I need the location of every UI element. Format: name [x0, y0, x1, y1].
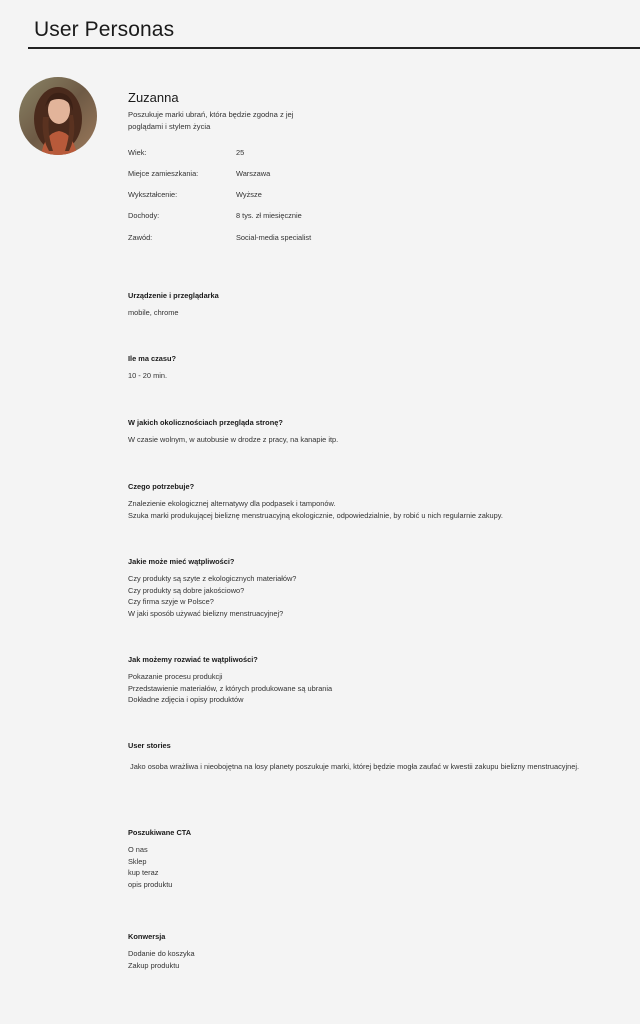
section-line: Przedstawienie materiałów, z których produkowane są ubrania: [128, 683, 333, 693]
section-line: kup teraz: [128, 868, 159, 877]
fact-value: 25: [236, 148, 245, 157]
fact-value: 8 tys. zł miesięcznie: [236, 211, 302, 220]
fact-label: Wiek:: [128, 148, 147, 157]
section-body: [128, 370, 618, 382]
section-body: [128, 434, 618, 446]
section-body: [128, 498, 618, 521]
section-line: O nas: [128, 845, 148, 854]
section-body: [128, 844, 618, 890]
section-line: Zakup produktu: [128, 960, 180, 970]
section-line: W czasie wolnym, w autobusie w drodze z pracy, na kanapie itp.: [128, 435, 339, 444]
section-line: mobile, chrome: [128, 308, 179, 317]
fact-label: Miejce zamieszkania:: [128, 169, 199, 178]
section-line: Szuka marki produkującej bieliznę menstruacyjną ekologicznie, odpowiedzialnie, by robić u nich regularnie zakupy.: [128, 510, 503, 520]
section-title: User stories: [128, 741, 171, 750]
section-resolve-doubts: [128, 655, 618, 706]
persona-avatar: [19, 77, 97, 155]
section-body: [128, 948, 618, 971]
section-title: Czego potrzebuje?: [128, 482, 195, 491]
section-body: [128, 307, 618, 319]
section-line: Dodanie do koszyka: [128, 949, 195, 958]
section-line: opis produktu: [128, 879, 173, 889]
section-time-available: [128, 354, 618, 382]
section-line: Pokazanie procesu produkcji: [128, 672, 223, 681]
section-body: [128, 573, 618, 619]
section-line: Znalezienie ekologicznej alternatywy dla podpasek i tamponów.: [128, 499, 336, 508]
section-needs: [128, 482, 618, 521]
section-circumstances: [128, 418, 618, 446]
fact-value: Warszawa: [236, 169, 271, 178]
section-title: Ile ma czasu?: [128, 354, 177, 363]
section-title: Jak możemy rozwiać te wątpliwości?: [128, 655, 258, 664]
persona-tagline: Poszukuje marki ubrań, która będzie zgodna z jej poglądami i stylem życia: [128, 110, 294, 131]
section-line: W jaki sposób używać bielizny menstruacyjnej?: [128, 608, 284, 618]
section-line: Czy firma szyje w Polsce?: [128, 597, 214, 606]
section-conversion: [128, 932, 618, 971]
section-title: W jakich okolicznościach przegląda stronę?: [128, 418, 283, 427]
section-cta: [128, 828, 618, 890]
fact-label: Wykształcenie:: [128, 190, 178, 199]
fact-value: Social-media specialist: [236, 233, 312, 242]
section-user-stories: [128, 741, 618, 773]
section-title: Poszukiwane CTA: [128, 828, 192, 837]
section-body: [128, 761, 618, 773]
fact-label: Dochody:: [128, 211, 160, 220]
section-line: 10 - 20 min.: [128, 371, 168, 380]
section-doubts: [128, 557, 618, 619]
section-line: Czy produkty są dobre jakościowo?: [128, 585, 245, 595]
section-title: Jakie może mieć wątpliwości?: [128, 557, 235, 566]
section-line: Czy produkty są szyte z ekologicznych materiałów?: [128, 574, 297, 583]
section-line: Sklep: [128, 856, 147, 866]
page-header: [28, 0, 640, 49]
fact-value: Wyższe: [236, 190, 262, 199]
section-title: Urządzenie i przeglądarka: [128, 291, 219, 300]
section-line: Dokładne zdjęcia i opisy produktów: [128, 695, 244, 704]
section-line: Jako osoba wrażliwa i nieobojętna na losy planety poszukuje marki, której będzie mogła zaufać w kwestii zakupu bielizny menstruacyjnej.: [128, 762, 580, 771]
persona-photo: [19, 77, 97, 155]
fact-label: Zawód:: [128, 233, 153, 242]
persona-name: Zuzanna: [128, 90, 179, 105]
page-title: User Personas: [34, 18, 175, 41]
section-body: [128, 671, 618, 706]
section-device-browser: [128, 291, 618, 319]
section-title: Konwersja: [128, 932, 166, 941]
